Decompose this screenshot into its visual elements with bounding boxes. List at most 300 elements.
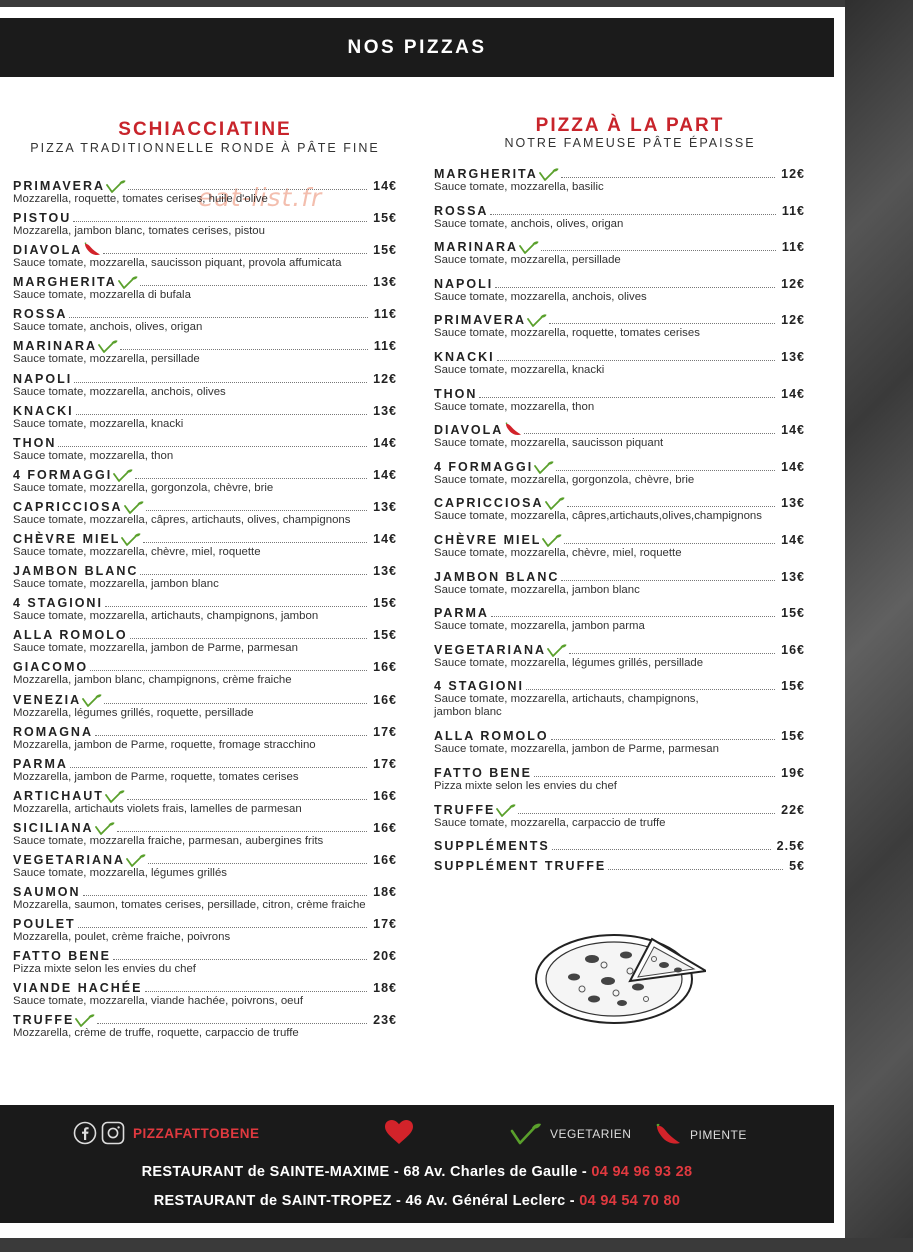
chili-icon (654, 1123, 682, 1147)
menu-item-row (434, 570, 805, 584)
supplement-price: 5€ (789, 859, 805, 874)
leader-dots (104, 702, 367, 704)
menu-item-row (434, 766, 805, 780)
menu-item-price: 14€ (781, 532, 805, 547)
menu-item-description: Sauce tomate, mozzarella, gorgonzola, chèvre, brie (434, 473, 695, 486)
menu-item-name: SICILIANA (13, 820, 94, 835)
menu-item (434, 313, 805, 350)
menu-item-row (434, 606, 805, 620)
menu-item-tag (106, 179, 126, 193)
menu-item-name: DIAVOLA (434, 423, 504, 438)
menu-item-name: 4 FORMAGGI (13, 467, 113, 482)
menu-item (13, 757, 397, 789)
menu-item (434, 729, 805, 766)
menu-item-price: 14€ (781, 423, 805, 438)
menu-item-row (13, 693, 397, 707)
menu-item (434, 679, 805, 729)
menu-item-row (13, 821, 397, 835)
menu-item-name: ROSSA (13, 307, 68, 322)
menu-item-price: 14€ (781, 386, 805, 401)
menu-item-price: 12€ (373, 371, 397, 386)
menu-item-price: 11€ (373, 339, 397, 354)
menu-item (434, 423, 805, 460)
menu-item-name: ROSSA (434, 203, 489, 218)
menu-header (0, 18, 834, 77)
address-saint-tropez (0, 1193, 834, 1209)
menu-item-tag (98, 339, 118, 353)
menu-item (13, 404, 397, 436)
menu-item-price: 13€ (781, 349, 805, 364)
phone-sainte-maxime[interactable]: 04 94 96 93 28 (591, 1164, 693, 1180)
leader-dots (113, 958, 367, 960)
menu-item-name: CHÈVRE MIEL (434, 532, 542, 547)
menu-item-price: 14€ (373, 435, 397, 450)
menu-item-name: CAPRICCIOSA (434, 496, 544, 511)
vegetarian-icon (534, 461, 554, 474)
legend-vegetarian (510, 1123, 631, 1145)
menu-item-price: 16€ (373, 852, 397, 867)
menu-item-name: CHÈVRE MIEL (13, 532, 121, 547)
menu-item-price: 19€ (781, 765, 805, 780)
heart-icon (384, 1119, 414, 1145)
menu-item-description: Mozzarella, saumon, tomates cerises, persillade, citron, crème fraiche (13, 899, 366, 912)
pizza-illustration-icon (534, 925, 706, 1027)
menu-item-price: 13€ (373, 275, 397, 290)
leader-dots (564, 542, 775, 544)
menu-item (434, 460, 805, 497)
menu-item-description: Sauce tomate, anchois, olives, origan (434, 217, 624, 230)
leader-dots (58, 445, 367, 447)
menu-item-tag (83, 243, 101, 257)
menu-item-row (434, 729, 805, 743)
menu-item-row (13, 339, 397, 353)
menu-item-name: VEGETARIANA (434, 642, 547, 657)
supplement-item (434, 839, 805, 859)
leader-dots (90, 669, 367, 671)
menu-item (434, 643, 805, 680)
menu-item-description: Mozzarella, jambon de Parme, roquette, fromage stracchino (13, 738, 316, 751)
phone-saint-tropez[interactable]: 04 94 54 70 80 (579, 1193, 681, 1209)
vegetarian-icon (519, 241, 539, 254)
menu-item-row (13, 853, 397, 867)
menu-item-description: Sauce tomate, mozzarella, chèvre, miel, roquette (434, 546, 682, 559)
leader-dots (145, 990, 368, 992)
menu-item-price: 23€ (373, 1013, 397, 1028)
menu-item-row (434, 643, 805, 657)
menu-item-tag (95, 821, 115, 835)
menu-item-row (13, 468, 397, 482)
menu-item-tag (519, 240, 539, 254)
menu-item-row (434, 277, 805, 291)
menu-item-row (13, 564, 397, 578)
menu-item-name: JAMBON BLANC (13, 564, 139, 579)
menu-item-price: 15€ (781, 679, 805, 694)
menu-item-description: Mozzarella, crème de truffe, roquette, carpaccio de truffe (13, 1027, 299, 1040)
menu-item-name: MARINARA (434, 240, 519, 255)
instagram-icon[interactable] (101, 1121, 125, 1145)
facebook-icon[interactable] (73, 1121, 97, 1145)
stone-background (845, 0, 913, 1252)
menu-item (13, 243, 397, 275)
chili-icon (504, 422, 522, 437)
menu-item-tag (124, 500, 144, 514)
menu-item-row (13, 981, 397, 995)
menu-item (434, 766, 805, 803)
leader-dots (103, 252, 367, 254)
menu-item (434, 240, 805, 277)
menu-item-description: Pizza mixte selon les envies du chef (13, 963, 196, 976)
vegetarian-icon (105, 790, 125, 803)
menu-item-tag (496, 803, 516, 817)
menu-item-price: 18€ (373, 981, 397, 996)
menu-item-description: Mozzarella, poulet, crème fraiche, poivrons (13, 931, 231, 944)
menu-item-price: 16€ (373, 820, 397, 835)
menu-item-row (13, 307, 397, 321)
menu-item-price: 17€ (373, 917, 397, 932)
menu-item-row (13, 179, 397, 193)
leader-dots (120, 348, 368, 350)
menu-item-price: 14€ (373, 532, 397, 547)
menu-item (13, 725, 397, 757)
leader-dots (146, 509, 368, 511)
menu-item-tag (542, 533, 562, 547)
menu-item (13, 564, 397, 596)
menu-item-description: Mozzarella, roquette, tomates cerises, huile d'olive (13, 193, 268, 205)
menu-item-name: FATTO BENE (13, 949, 112, 964)
menu-item-description: Sauce tomate, anchois, olives, origan (13, 321, 203, 334)
bottom-border (0, 1238, 913, 1252)
menu-item-row (434, 167, 805, 181)
menu-item-row (434, 460, 805, 474)
schiacciatine-subtitle: PIZZA TRADITIONNELLE RONDE À PÂTE FINE (30, 141, 380, 155)
menu-item-description: Sauce tomate, mozzarella, saucisson piquant (434, 437, 664, 450)
menu-item-name: 4 STAGIONI (434, 679, 524, 694)
vegetarian-icon (496, 804, 516, 817)
menu-item (434, 570, 805, 607)
menu-item-name: NAPOLI (434, 276, 494, 291)
menu-item-description: Sauce tomate, mozzarella, thon (13, 449, 174, 462)
leader-dots (135, 477, 367, 479)
menu-item-name: POULET (13, 917, 76, 932)
menu-item-description: Sauce tomate, mozzarella, jambon blanc (434, 583, 640, 596)
leader-dots (78, 926, 367, 928)
vegetarian-icon (124, 501, 144, 514)
menu-item (13, 885, 397, 917)
menu-item-row (434, 350, 805, 364)
menu-item-description: Sauce tomate, mozzarella, chèvre, miel, roquette (13, 546, 261, 559)
menu-item (13, 372, 397, 404)
leader-dots (69, 316, 367, 318)
part-subtitle: NOTRE FAMEUSE PÂTE ÉPAISSE (504, 136, 756, 150)
menu-item (13, 853, 397, 885)
social-handle[interactable]: PIZZAFATTOBENE (133, 1125, 260, 1141)
leader-dots (569, 652, 775, 654)
menu-item (13, 981, 397, 1013)
menu-item (13, 917, 397, 949)
vegetarian-icon (545, 497, 565, 510)
menu-item-price: 15€ (373, 211, 397, 226)
menu-item-price: 18€ (373, 885, 397, 900)
supplement-item (434, 859, 805, 879)
menu-item-row (434, 313, 805, 327)
menu-item-name: THON (13, 435, 57, 450)
schiacciatine-list (13, 179, 397, 1046)
leader-dots (76, 413, 368, 415)
menu-item-row (13, 372, 397, 386)
menu-item-name: PARMA (13, 756, 68, 771)
menu-item-price: 15€ (373, 243, 397, 258)
menu-item-tag (118, 275, 138, 289)
menu-item-price: 15€ (373, 596, 397, 611)
address-sainte-maxime-text: RESTAURANT de SAINTE-MAXIME - 68 Av. Charles de Gaulle - (141, 1164, 592, 1180)
menu-item-row (13, 404, 397, 418)
supplement-row (434, 839, 805, 853)
menu-item-tag (534, 460, 554, 474)
menu-item-row (13, 275, 397, 289)
menu-item (13, 211, 397, 243)
menu-item-name: VENEZIA (13, 692, 82, 707)
menu-title: NOS PIZZAS (347, 36, 487, 58)
menu-item (13, 596, 397, 628)
menu-item-tag (82, 693, 102, 707)
menu-item-description: Mozzarella, jambon blanc, tomates cerises, pistou (13, 225, 265, 238)
menu-item-description: Mozzarella, légumes grillés, roquette, persillade (13, 706, 254, 719)
menu-item-name: ROMAGNA (13, 724, 93, 739)
menu-item-row (13, 757, 397, 771)
menu-item-price: 12€ (781, 276, 805, 291)
menu-item-tag (539, 167, 559, 181)
menu-item-row (434, 679, 805, 693)
menu-item-price: 11€ (781, 240, 805, 255)
menu-item-row (13, 628, 397, 642)
menu-item-price: 11€ (373, 307, 397, 322)
leader-dots (497, 359, 776, 361)
menu-item-row (13, 725, 397, 739)
menu-item-price: 16€ (373, 660, 397, 675)
vegetarian-icon (118, 276, 138, 289)
menu-item-description: Sauce tomate, mozzarella, légumes grillés, persillade (434, 656, 704, 669)
menu-item-price: 15€ (781, 606, 805, 621)
leader-dots (534, 775, 775, 777)
leader-dots (117, 830, 368, 832)
menu-item-name: ALLA ROMOLO (13, 628, 128, 643)
menu-item (13, 660, 397, 692)
footer-bar (0, 1105, 834, 1223)
menu-item-description: Sauce tomate, mozzarella, légumes grillés (13, 866, 227, 879)
menu-item-name: VEGETARIANA (13, 852, 126, 867)
menu-item (13, 436, 397, 468)
menu-item-row (13, 660, 397, 674)
menu-item-description: Sauce tomate, mozzarella, artichauts, champignons, jambon blanc (434, 693, 699, 719)
menu-item-name: TRUFFE (13, 1013, 75, 1028)
vegetarian-icon (121, 533, 141, 546)
leader-dots (140, 284, 367, 286)
menu-item-tag (105, 789, 125, 803)
menu-item-row (13, 243, 397, 257)
menu-item-row (13, 789, 397, 803)
menu-item-row (13, 885, 397, 899)
menu-item-description: Sauce tomate, mozzarella, knacki (13, 417, 184, 430)
menu-item-description: Sauce tomate, mozzarella, jambon de Parme, parmesan (434, 743, 719, 756)
menu-item-name: PISTOU (13, 211, 72, 226)
leader-dots (608, 868, 783, 870)
menu-item-tag (527, 313, 547, 327)
menu-item (434, 606, 805, 643)
menu-item-description: Sauce tomate, mozzarella, carpaccio de truffe (434, 816, 666, 829)
menu-item (13, 821, 397, 853)
menu-item-description: Sauce tomate, mozzarella, saucisson piquant, provola affumicata (13, 257, 342, 270)
supplement-name: SUPPLÉMENT TRUFFE (434, 859, 607, 874)
menu-item-price: 15€ (373, 628, 397, 643)
leader-dots (556, 469, 775, 471)
menu-item-name: MARINARA (13, 339, 98, 354)
address-sainte-maxime (0, 1164, 834, 1180)
leader-dots (541, 249, 776, 251)
menu-item-name: 4 FORMAGGI (434, 459, 534, 474)
menu-item-description: Sauce tomate, mozzarella, jambon de Parme, parmesan (13, 642, 298, 655)
menu-item-price: 13€ (781, 569, 805, 584)
menu-item-price: 13€ (373, 499, 397, 514)
leader-dots (143, 541, 367, 543)
menu-item-name: THON (434, 386, 478, 401)
leader-dots (140, 573, 367, 575)
menu-item (13, 179, 397, 211)
menu-item-price: 12€ (781, 313, 805, 328)
menu-item-tag (504, 423, 522, 437)
menu-item-row (13, 532, 397, 546)
menu-item (434, 204, 805, 241)
menu-item-price: 13€ (373, 403, 397, 418)
vegetarian-icon (82, 694, 102, 707)
menu-item-description: Sauce tomate, mozzarella fraiche, parmesan, aubergines frits (13, 834, 324, 847)
menu-item-description: Sauce tomate, mozzarella, anchois, olives (434, 290, 647, 303)
leader-dots (74, 381, 367, 383)
menu-item-price: 14€ (781, 459, 805, 474)
leader-dots (526, 688, 775, 690)
menu-item-price: 15€ (781, 729, 805, 744)
menu-item (13, 339, 397, 371)
vegetarian-icon (113, 469, 133, 482)
vegetarian-icon (547, 644, 567, 657)
menu-page (0, 7, 845, 1238)
menu-item-row (13, 917, 397, 931)
menu-item-name: PRIMAVERA (434, 313, 527, 328)
vegetarian-icon (75, 1014, 95, 1027)
menu-item-tag (126, 853, 146, 867)
menu-item (13, 532, 397, 564)
menu-item-price: 14€ (373, 179, 397, 193)
menu-item-description: Sauce tomate, mozzarella, knacki (434, 363, 605, 376)
leader-dots (491, 615, 775, 617)
leader-dots (70, 766, 367, 768)
menu-item-description: Mozzarella, jambon blanc, champignons, crème fraiche (13, 674, 292, 687)
menu-item-description: Mozzarella, artichauts violets frais, lamelles de parmesan (13, 802, 302, 815)
menu-item-tag (113, 468, 133, 482)
menu-item-name: MARGHERITA (13, 275, 117, 290)
leader-dots (130, 637, 368, 639)
leader-dots (567, 505, 776, 507)
menu-item-price: 13€ (373, 564, 397, 579)
menu-item-price: 17€ (373, 756, 397, 771)
menu-item-description: Pizza mixte selon les envies du chef (434, 779, 617, 792)
leader-dots (83, 894, 368, 896)
menu-item (13, 628, 397, 660)
supplement-price: 2.5€ (776, 839, 805, 854)
supplement-row (434, 859, 805, 873)
menu-item (434, 387, 805, 424)
leader-dots (518, 812, 775, 814)
menu-item-price: 22€ (781, 802, 805, 817)
menu-item-description: Sauce tomate, mozzarella, anchois, olives (13, 385, 226, 398)
supplement-name: SUPPLÉMENTS (434, 839, 550, 854)
menu-item-tag (75, 1013, 95, 1027)
vegetarian-icon (98, 340, 118, 353)
menu-item-name: GIACOMO (13, 660, 89, 675)
menu-item-name: KNACKI (434, 349, 495, 364)
menu-item-description: Sauce tomate, mozzarella, artichauts, champignons, jambon (13, 610, 319, 623)
menu-item-tag (121, 532, 141, 546)
leader-dots (552, 848, 771, 850)
social-links (73, 1121, 260, 1145)
menu-item-name: MARGHERITA (434, 167, 538, 181)
menu-item (434, 350, 805, 387)
part-title: PIZZA À LA PART (535, 115, 725, 136)
menu-item-description: Sauce tomate, mozzarella, gorgonzola, chèvre, brie (13, 481, 274, 494)
menu-item-tag (545, 496, 565, 510)
menu-item-description: Sauce tomate, mozzarella, basilic (434, 181, 604, 193)
schiacciatine-title: SCHIACCIATINE (118, 119, 292, 140)
chili-icon (83, 242, 101, 257)
vegetarian-icon (542, 534, 562, 547)
leader-dots (490, 213, 775, 215)
legend-vegetarian-label: VEGETARIEN (550, 1127, 632, 1141)
menu-item-row (13, 500, 397, 514)
menu-item (13, 307, 397, 339)
menu-item (13, 500, 397, 532)
menu-item-description: Sauce tomate, mozzarella, câpres, artichauts, olives, champignons (13, 513, 351, 526)
leader-dots (524, 432, 775, 434)
legend-spicy-label: PIMENTE (690, 1128, 747, 1142)
menu-item-row (13, 596, 397, 610)
menu-item-description: Sauce tomate, mozzarella, persillade (13, 353, 200, 366)
menu-item-row (13, 1013, 397, 1027)
leader-dots (127, 798, 367, 800)
leader-dots (495, 286, 775, 288)
top-border (0, 0, 913, 7)
menu-item (13, 1013, 397, 1045)
leader-dots (73, 220, 367, 222)
menu-item-description: Sauce tomate, mozzarella, thon (434, 400, 595, 413)
part-list (434, 167, 805, 879)
leader-dots (128, 188, 367, 190)
menu-item (13, 949, 397, 981)
menu-item-name: CAPRICCIOSA (13, 499, 123, 514)
menu-item-row (13, 949, 397, 963)
vegetarian-icon (126, 854, 146, 867)
leader-dots (549, 322, 775, 324)
menu-item-price: 16€ (373, 692, 397, 707)
menu-item-price: 14€ (373, 467, 397, 482)
menu-item-price: 17€ (373, 724, 397, 739)
menu-item-row (13, 211, 397, 225)
menu-item-name: PRIMAVERA (13, 179, 106, 193)
menu-item-price: 20€ (373, 949, 397, 964)
menu-item-row (434, 387, 805, 401)
vegetarian-icon (510, 1123, 542, 1145)
menu-item (13, 468, 397, 500)
menu-item (434, 167, 805, 204)
menu-item-name: JAMBON BLANC (434, 569, 560, 584)
